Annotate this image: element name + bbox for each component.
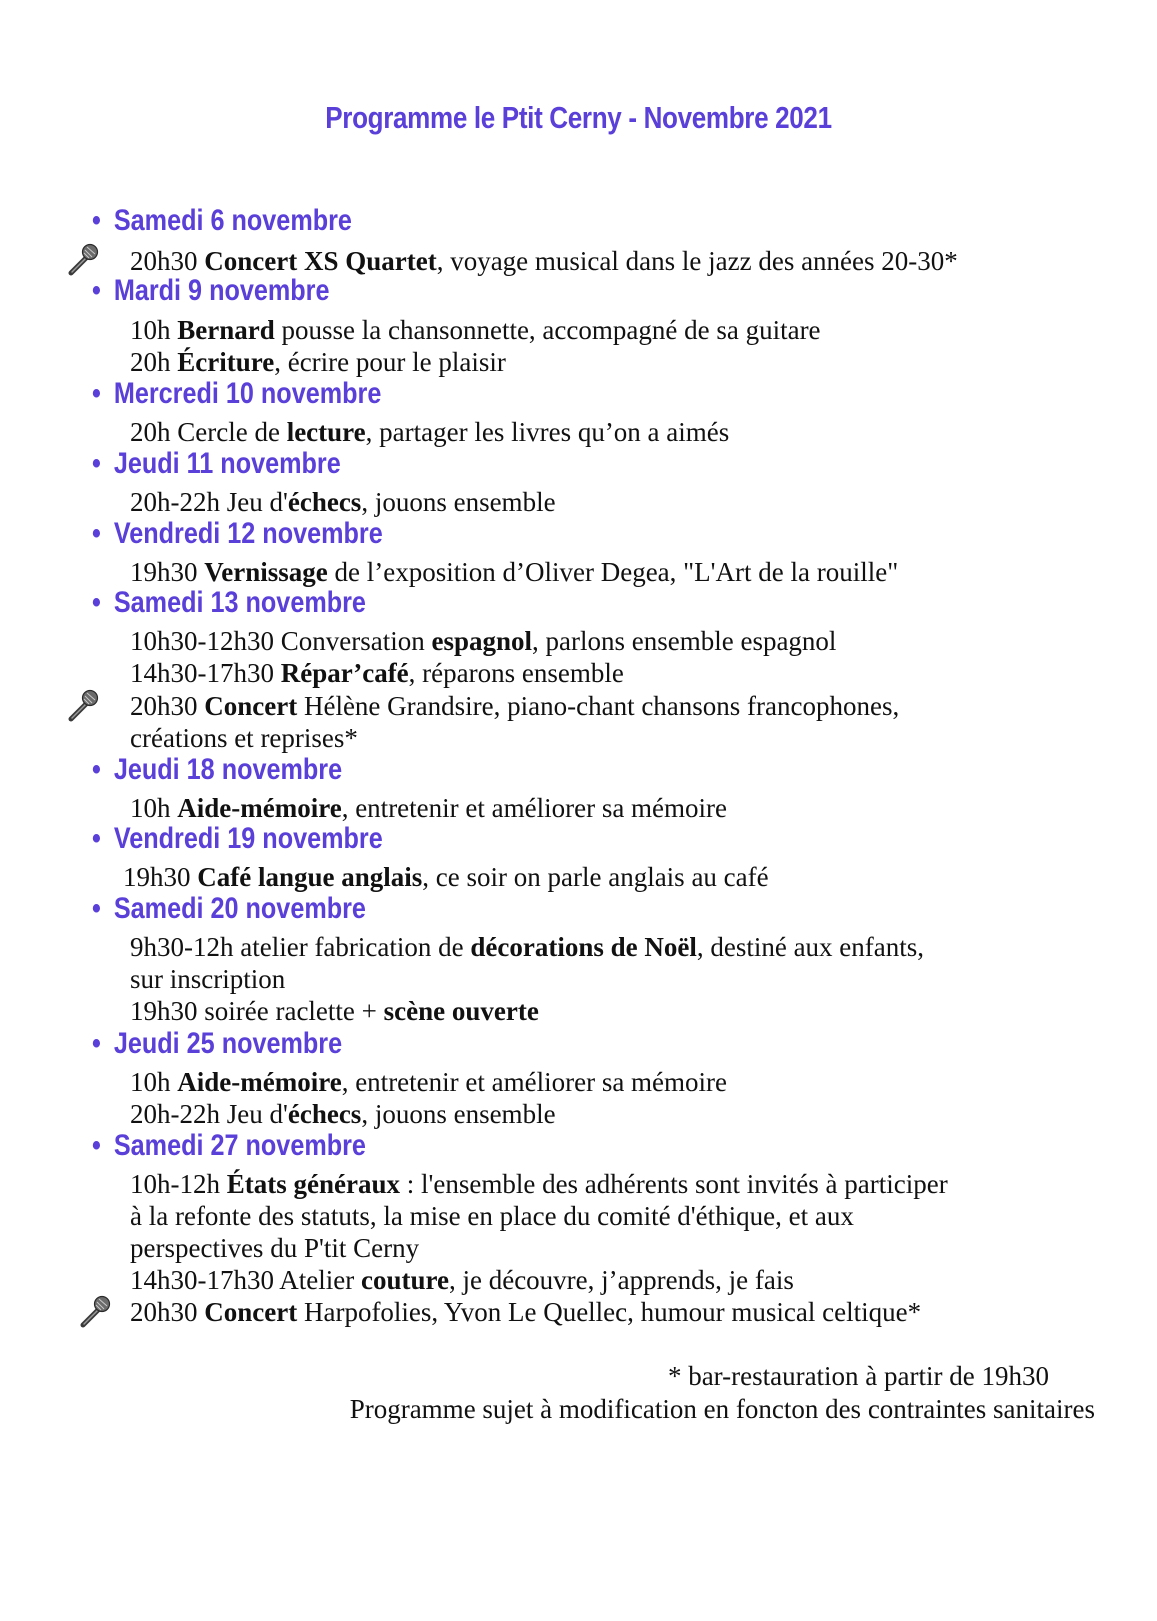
- event-line: [130, 1066, 727, 1098]
- day-heading: [92, 1129, 366, 1169]
- microphone-icon: [64, 242, 100, 278]
- event-line: [130, 416, 729, 448]
- event-continuation: créations et reprises*: [130, 723, 358, 753]
- event-time: 10h30-12h30 Conversation: [130, 626, 425, 656]
- event-line: [123, 861, 769, 893]
- event-highlight: États généraux: [226, 1169, 400, 1199]
- event-description: , jouons ensemble: [361, 487, 556, 517]
- event-line: [130, 995, 539, 1027]
- day-label: Vendredi 12 novembre: [113, 517, 383, 550]
- event-line: [130, 1168, 948, 1200]
- event-time: 10h: [130, 793, 171, 823]
- event-description: pousse la chansonnette, accompagné de sa guitare: [274, 315, 821, 345]
- event-line: [130, 245, 958, 277]
- event-description: , entretenir et améliorer sa mémoire: [341, 793, 728, 823]
- event-description: , destiné aux enfants,: [696, 932, 925, 962]
- bullet: •: [92, 517, 101, 550]
- day-label: Mardi 9 novembre: [113, 274, 330, 307]
- event-highlight: échecs: [287, 487, 362, 517]
- event-description: , partager les livres qu’on a aimés: [365, 417, 730, 447]
- event-highlight: Concert: [204, 1297, 298, 1327]
- event-line: [130, 1098, 556, 1130]
- event-line: [130, 314, 821, 346]
- event-line: [130, 1264, 794, 1296]
- event-time: 20h-22h Jeu d': [130, 1099, 288, 1129]
- event-time: 19h30: [123, 862, 191, 892]
- event-time: 20h30: [130, 1297, 198, 1327]
- day-heading: [92, 204, 352, 244]
- event-highlight: Concert: [204, 691, 298, 721]
- bullet: •: [92, 447, 101, 480]
- event-time: 9h30-12h atelier fabrication de: [130, 932, 464, 962]
- event-time: 19h30 soirée raclette +: [130, 996, 377, 1026]
- event-time: 19h30: [130, 557, 198, 587]
- event-time: 10h-12h: [130, 1169, 220, 1199]
- bullet: •: [92, 1027, 101, 1060]
- event-highlight: Concert XS Quartet: [204, 246, 437, 276]
- event-description: , jouons ensemble: [361, 1099, 556, 1129]
- event-description: , je découvre, j’apprends, je fais: [448, 1265, 794, 1295]
- day-heading: [92, 377, 381, 417]
- bullet: •: [92, 274, 101, 307]
- event-continuation: sur inscription: [130, 964, 286, 994]
- bullet: •: [92, 377, 101, 410]
- day-label: Jeudi 25 novembre: [113, 1027, 343, 1060]
- day-heading: [92, 586, 366, 626]
- bullet: •: [92, 822, 101, 855]
- event-time: 20h: [130, 347, 171, 377]
- event-highlight: Aide-mémoire: [177, 1067, 342, 1097]
- day-label: Samedi 6 novembre: [113, 204, 352, 237]
- event-description: , voyage musical dans le jazz des années 20-30*: [436, 246, 958, 276]
- day-label: Samedi 13 novembre: [113, 586, 366, 619]
- day-heading: [92, 1027, 342, 1067]
- event-highlight: Aide-mémoire: [177, 793, 342, 823]
- event-description: , écrire pour le plaisir: [274, 347, 506, 377]
- event-line: [130, 346, 506, 378]
- event-time: 14h30-17h30: [130, 658, 274, 688]
- event-description: : l'ensemble des adhérents sont invités à participer: [399, 1169, 948, 1199]
- event-line: [130, 792, 727, 824]
- event-continuation: perspectives du P'tit Cerny: [130, 1233, 420, 1263]
- event-highlight: décorations de Noël: [470, 932, 697, 962]
- event-description: de l’exposition d’Oliver Degea, "L'Art de la rouille": [327, 557, 899, 587]
- event-line: [130, 1296, 921, 1328]
- bullet: •: [92, 204, 101, 237]
- day-label: Samedi 27 novembre: [113, 1129, 366, 1162]
- event-line: [130, 625, 836, 657]
- event-description: , parlons ensemble espagnol: [532, 626, 837, 656]
- event-highlight: échecs: [287, 1099, 362, 1129]
- footer-disclaimer: Programme sujet à modification en foncton des contraintes sanitaires: [349, 1394, 1095, 1424]
- event-time: 14h30-17h30 Atelier: [130, 1265, 355, 1295]
- event-highlight: Répar’café: [280, 658, 409, 688]
- microphone-icon: [76, 1294, 112, 1330]
- page-title: Programme le Ptit Cerny - Novembre 2021: [325, 100, 832, 135]
- event-continuation: à la refonte des statuts, la mise en place du comité d'éthique, et aux: [130, 1201, 854, 1231]
- event-description: Harpofolies, Yvon Le Quellec, humour musical celtique*: [297, 1297, 922, 1327]
- event-time: 20h30: [130, 691, 198, 721]
- day-heading: [92, 517, 383, 557]
- event-highlight: scène ouverte: [383, 996, 539, 1026]
- event-description: , ce soir on parle anglais au café: [422, 862, 769, 892]
- bullet: •: [92, 753, 101, 786]
- event-highlight: espagnol: [431, 626, 533, 656]
- event-time: 20h Cercle de: [130, 417, 280, 447]
- event-time: 20h-22h Jeu d': [130, 487, 288, 517]
- day-heading: [92, 447, 341, 487]
- event-line: [130, 690, 899, 722]
- day-heading: [92, 274, 330, 314]
- bullet: •: [92, 892, 101, 925]
- event-description: Hélène Grandsire, piano-chant chansons francophones,: [297, 691, 900, 721]
- event-line: [130, 556, 898, 588]
- event-description: , réparons ensemble: [408, 658, 624, 688]
- day-label: Jeudi 11 novembre: [113, 447, 341, 480]
- footer-note: * bar-restauration à partir de 19h30: [667, 1361, 1049, 1391]
- event-line: [130, 486, 556, 518]
- event-line: [130, 657, 624, 689]
- event-highlight: Bernard: [177, 315, 275, 345]
- bullet: •: [92, 1129, 101, 1162]
- day-heading: [92, 822, 383, 862]
- day-heading: [92, 753, 342, 793]
- event-highlight: couture: [360, 1265, 449, 1295]
- event-line: [130, 931, 924, 963]
- day-label: Samedi 20 novembre: [113, 892, 366, 925]
- event-highlight: Écriture: [177, 347, 275, 377]
- event-highlight: Vernissage: [204, 557, 328, 587]
- day-label: Jeudi 18 novembre: [113, 753, 343, 786]
- event-time: 10h: [130, 1067, 171, 1097]
- event-time: 20h30: [130, 246, 198, 276]
- day-label: Mercredi 10 novembre: [113, 377, 382, 410]
- event-description: , entretenir et améliorer sa mémoire: [341, 1067, 728, 1097]
- bullet: •: [92, 586, 101, 619]
- event-highlight: lecture: [286, 417, 366, 447]
- event-highlight: Café langue anglais: [197, 862, 423, 892]
- day-label: Vendredi 19 novembre: [113, 822, 383, 855]
- microphone-icon: [64, 688, 100, 724]
- day-heading: [92, 892, 366, 932]
- event-time: 10h: [130, 315, 171, 345]
